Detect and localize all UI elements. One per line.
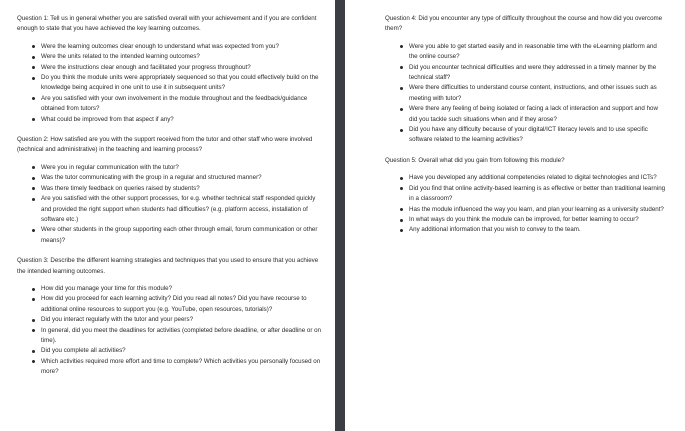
list-item: Have you developed any additional competencies related to digital technologies and ICTs? <box>385 173 667 183</box>
list-item: How did you manage your time for this module? <box>17 284 321 294</box>
page-divider <box>335 0 345 431</box>
right-page <box>345 0 685 431</box>
list-item: In what ways do you think the module can be improved, for better learning to occur? <box>385 215 667 225</box>
list-item: Did you have any difficulty because of your digital/ICT literacy levels and to use specific software related to the learning activities? <box>385 125 667 146</box>
question-5-prompts <box>385 173 667 235</box>
list-item: Were the units related to the intended learning outcomes? <box>17 52 321 62</box>
question-5: Question 5: Overall what did you gain from following this module? <box>385 156 565 164</box>
left-page <box>0 0 335 431</box>
question-2-prompts <box>17 163 321 246</box>
list-item: In general, did you meet the deadlines for activities (completed before deadline, or after deadline or on time). <box>17 326 321 347</box>
list-item: Did you complete all activities? <box>17 346 321 356</box>
question-3-prompts <box>17 284 321 378</box>
list-item: Do you think the module units were appropriately sequenced so that you could effectively build on the knowledge being acquired in one unit to use it in subsequent units? <box>17 73 321 94</box>
list-item: Did you find that online activity-based learning is as effective or better than traditional learning in a classroom? <box>385 184 667 205</box>
list-item: Were you able to get started easily and in reasonable time with the eLearning platform and the online course? <box>385 42 667 63</box>
list-item: Has the module influenced the way you learn, and plan your learning as a university student? <box>385 205 667 215</box>
question-4-prompts <box>385 42 667 146</box>
question-1: Question 1: Tell us in general whether you are satisfied overall with your achievement and if you are confident enough to state that you have achieved the key learning outcomes. <box>17 15 317 33</box>
list-item: Were you in regular communication with the tutor? <box>17 163 321 173</box>
list-item: Were the instructions clear enough and facilitated your progress throughout? <box>17 63 321 73</box>
list-item: What could be improved from that aspect if any? <box>17 115 321 125</box>
list-item: Were there difficulties to understand course content, instructions, and other issues such as meeting with tutor? <box>385 83 667 104</box>
list-item: Were there any feeling of being isolated or facing a lack of interaction and support and how did you tackle such situations when and if they arose? <box>385 104 667 125</box>
list-item: Were the learning outcomes clear enough to understand what was expected from you? <box>17 42 321 52</box>
question-2: Question 2: How satisfied are you with the support received from the tutor and other staff who were involved (technical and administrative) in the teaching and learning process? <box>17 136 313 154</box>
question-1-prompts <box>17 42 321 125</box>
list-item: Which activities required more effort and time to complete? Which activities you personally focused on more? <box>17 357 321 378</box>
list-item: Any additional information that you wish to convey to the team. <box>385 225 667 235</box>
list-item: Was there timely feedback on queries raised by students? <box>17 184 321 194</box>
question-3: Question 3: Describe the different learning strategies and techniques that you used to ensure that you achieve the intended learning outcomes. <box>17 257 319 275</box>
list-item: Did you encounter technical difficulties and were they addressed in a timely manner by the technical staff? <box>385 63 667 84</box>
list-item: Were other students in the group supporting each other through email, forum communication or other means)? <box>17 225 321 246</box>
list-item: How did you proceed for each learning activity? Did you read all notes? Did you have recourse to additional online resources to support you (e.g. YouTube, open resources, tutorials)? <box>17 294 321 315</box>
list-item: Did you interact regularly with the tutor and your peers? <box>17 315 321 325</box>
list-item: Was the tutor communicating with the group in a regular and structured manner? <box>17 173 321 183</box>
question-4: Question 4: Did you encounter any type of difficulty throughout the course and how did you overcome them? <box>385 15 663 33</box>
list-item: Are you satisfied with the other support processes, for e.g. whether technical staff responded quickly and provided the right support when students had difficulties? (e.g. platform access, installation of software etc.) <box>17 194 321 225</box>
list-item: Are you satisfied with your own involvement in the module throughout and the feedback/guidance obtained from tutors? <box>17 94 321 115</box>
